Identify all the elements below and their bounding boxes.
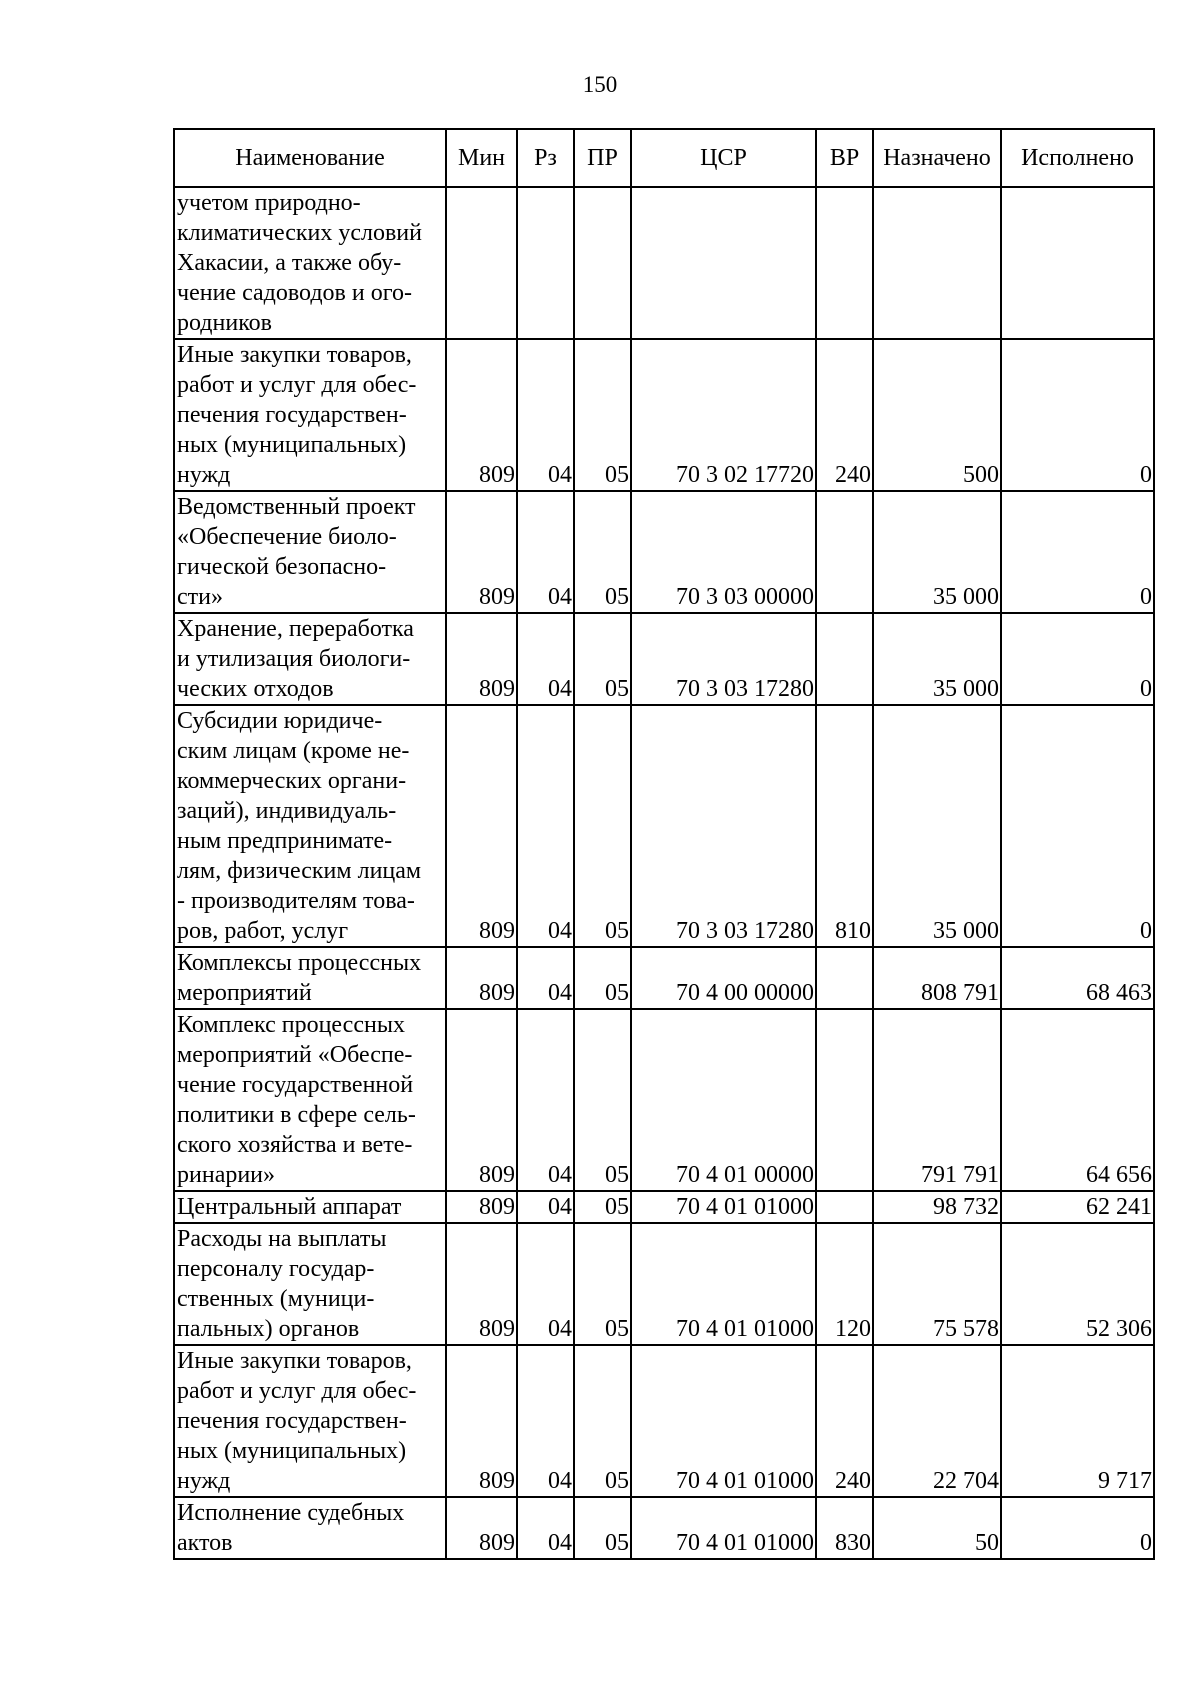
name-line: ров, работ, услуг bbox=[177, 918, 349, 944]
assigned-cell: 791 791 bbox=[873, 1009, 1001, 1191]
assigned-cell: 35 000 bbox=[873, 705, 1001, 947]
name-line: Комплексы процессных bbox=[177, 950, 422, 976]
executed-cell: 64 656 bbox=[1001, 1009, 1154, 1191]
name-line: Иные закупки товаров, bbox=[177, 342, 412, 368]
name-line: ным предпринимате- bbox=[177, 828, 393, 854]
pr-cell: 05 bbox=[574, 947, 631, 1009]
name-line: чение государственной bbox=[177, 1072, 414, 1098]
pr-cell: 05 bbox=[574, 705, 631, 947]
name-line: чение садоводов и ого- bbox=[177, 280, 412, 306]
executed-cell: 0 bbox=[1001, 339, 1154, 491]
name-line: персоналу государ- bbox=[177, 1256, 375, 1282]
name-line: Ведомственный проект bbox=[177, 494, 416, 520]
executed-cell: 52 306 bbox=[1001, 1223, 1154, 1345]
table-row bbox=[174, 1345, 1154, 1497]
assigned-cell: 98 732 bbox=[873, 1191, 1001, 1223]
csr-cell bbox=[631, 187, 816, 339]
rz-cell: 04 bbox=[517, 705, 574, 947]
csr-cell: 70 3 03 00000 bbox=[631, 491, 816, 613]
name-cell bbox=[174, 187, 446, 339]
pr-cell: 05 bbox=[574, 613, 631, 705]
executed-cell: 68 463 bbox=[1001, 947, 1154, 1009]
rz-cell: 04 bbox=[517, 339, 574, 491]
executed-cell: 62 241 bbox=[1001, 1191, 1154, 1223]
pr-cell: 05 bbox=[574, 339, 631, 491]
min-cell: 809 bbox=[446, 1009, 517, 1191]
csr-cell: 70 4 01 01000 bbox=[631, 1191, 816, 1223]
name-line: ческих отходов bbox=[177, 676, 334, 702]
csr-cell: 70 4 00 00000 bbox=[631, 947, 816, 1009]
column-header: Назначено bbox=[873, 129, 1001, 187]
rz-cell: 04 bbox=[517, 613, 574, 705]
pr-cell: 05 bbox=[574, 1009, 631, 1191]
table-row bbox=[174, 1497, 1154, 1559]
column-header: ЦСР bbox=[631, 129, 816, 187]
rz-cell: 04 bbox=[517, 491, 574, 613]
table-header-row bbox=[174, 129, 1154, 187]
min-cell: 809 bbox=[446, 339, 517, 491]
table-row bbox=[174, 705, 1154, 947]
vr-cell: 240 bbox=[816, 1345, 873, 1497]
rz-cell: 04 bbox=[517, 1345, 574, 1497]
name-line: ственных (муници- bbox=[177, 1286, 375, 1312]
rz-cell: 04 bbox=[517, 1009, 574, 1191]
name-line: ринарии» bbox=[177, 1162, 276, 1188]
table-row bbox=[174, 339, 1154, 491]
column-header: ВР bbox=[816, 129, 873, 187]
min-cell: 809 bbox=[446, 491, 517, 613]
name-line: лям, физическим лицам bbox=[177, 858, 422, 884]
table-row bbox=[174, 1223, 1154, 1345]
name-line: ским лицам (кроме не- bbox=[177, 738, 410, 764]
name-line: ных (муниципальных) bbox=[177, 432, 407, 458]
rz-cell bbox=[517, 187, 574, 339]
csr-cell: 70 3 03 17280 bbox=[631, 613, 816, 705]
rz-cell: 04 bbox=[517, 947, 574, 1009]
table-row bbox=[174, 613, 1154, 705]
assigned-cell: 500 bbox=[873, 339, 1001, 491]
executed-cell: 9 717 bbox=[1001, 1345, 1154, 1497]
vr-cell bbox=[816, 1191, 873, 1223]
name-line: Исполнение судебных bbox=[177, 1500, 405, 1526]
assigned-cell: 808 791 bbox=[873, 947, 1001, 1009]
min-cell: 809 bbox=[446, 613, 517, 705]
name-cell bbox=[174, 1345, 446, 1497]
pr-cell: 05 bbox=[574, 1223, 631, 1345]
name-cell bbox=[174, 1191, 446, 1223]
vr-cell: 120 bbox=[816, 1223, 873, 1345]
assigned-cell bbox=[873, 187, 1001, 339]
name-line: нужд bbox=[177, 1468, 231, 1494]
name-cell bbox=[174, 1223, 446, 1345]
name-line: Комплекс процессных bbox=[177, 1012, 405, 1038]
name-line: печения государствен- bbox=[177, 402, 407, 428]
name-cell bbox=[174, 491, 446, 613]
column-header: Исполнено bbox=[1001, 129, 1154, 187]
name-line: Хранение, переработка bbox=[177, 616, 414, 642]
table-row bbox=[174, 1191, 1154, 1223]
executed-cell: 0 bbox=[1001, 491, 1154, 613]
vr-cell: 830 bbox=[816, 1497, 873, 1559]
name-cell bbox=[174, 1009, 446, 1191]
name-line: Иные закупки товаров, bbox=[177, 1348, 412, 1374]
rz-cell: 04 bbox=[517, 1223, 574, 1345]
name-line: учетом природно- bbox=[177, 190, 361, 216]
name-line: мероприятий «Обеспе- bbox=[177, 1042, 413, 1068]
min-cell: 809 bbox=[446, 1345, 517, 1497]
name-line: печения государствен- bbox=[177, 1408, 407, 1434]
executed-cell: 0 bbox=[1001, 705, 1154, 947]
assigned-cell: 75 578 bbox=[873, 1223, 1001, 1345]
name-line: политики в сфере сель- bbox=[177, 1102, 416, 1128]
pr-cell: 05 bbox=[574, 1191, 631, 1223]
name-line: Хакасии, а также обу- bbox=[177, 250, 402, 276]
name-line: нужд bbox=[177, 462, 231, 488]
name-line: Расходы на выплаты bbox=[177, 1226, 387, 1252]
executed-cell bbox=[1001, 187, 1154, 339]
assigned-cell: 50 bbox=[873, 1497, 1001, 1559]
name-cell bbox=[174, 1497, 446, 1559]
vr-cell bbox=[816, 947, 873, 1009]
column-header: Мин bbox=[446, 129, 517, 187]
rz-cell: 04 bbox=[517, 1191, 574, 1223]
assigned-cell: 35 000 bbox=[873, 491, 1001, 613]
name-cell bbox=[174, 947, 446, 1009]
table-body bbox=[174, 187, 1154, 1559]
vr-cell bbox=[816, 491, 873, 613]
name-line: сти» bbox=[177, 584, 223, 610]
column-header: ПР bbox=[574, 129, 631, 187]
min-cell: 809 bbox=[446, 947, 517, 1009]
assigned-cell: 35 000 bbox=[873, 613, 1001, 705]
name-cell bbox=[174, 339, 446, 491]
name-line: Центральный аппарат bbox=[177, 1194, 402, 1220]
name-line: заций), индивидуаль- bbox=[177, 798, 397, 824]
csr-cell: 70 4 01 01000 bbox=[631, 1345, 816, 1497]
min-cell: 809 bbox=[446, 705, 517, 947]
pr-cell bbox=[574, 187, 631, 339]
pr-cell: 05 bbox=[574, 1345, 631, 1497]
name-line: работ и услуг для обес- bbox=[177, 372, 417, 398]
vr-cell bbox=[816, 1009, 873, 1191]
table-row bbox=[174, 491, 1154, 613]
column-header: Наименование bbox=[174, 129, 446, 187]
name-line: пальных) органов bbox=[177, 1316, 360, 1342]
name-line: актов bbox=[177, 1530, 233, 1556]
min-cell: 809 bbox=[446, 1191, 517, 1223]
pr-cell: 05 bbox=[574, 491, 631, 613]
name-line: мероприятий bbox=[177, 980, 312, 1006]
vr-cell: 240 bbox=[816, 339, 873, 491]
rz-cell: 04 bbox=[517, 1497, 574, 1559]
name-line: родников bbox=[177, 310, 272, 336]
assigned-cell: 22 704 bbox=[873, 1345, 1001, 1497]
vr-cell bbox=[816, 613, 873, 705]
csr-cell: 70 3 02 17720 bbox=[631, 339, 816, 491]
csr-cell: 70 4 01 01000 bbox=[631, 1497, 816, 1559]
csr-cell: 70 4 01 01000 bbox=[631, 1223, 816, 1345]
vr-cell bbox=[816, 187, 873, 339]
name-cell bbox=[174, 705, 446, 947]
executed-cell: 0 bbox=[1001, 613, 1154, 705]
name-line: климатических условий bbox=[177, 220, 422, 246]
pr-cell: 05 bbox=[574, 1497, 631, 1559]
min-cell: 809 bbox=[446, 1223, 517, 1345]
name-line: и утилизация биологи- bbox=[177, 646, 411, 672]
table-row bbox=[174, 1009, 1154, 1191]
table-row bbox=[174, 947, 1154, 1009]
name-line: Субсидии юридиче- bbox=[177, 708, 383, 734]
vr-cell: 810 bbox=[816, 705, 873, 947]
name-line: коммерческих органи- bbox=[177, 768, 407, 794]
column-header: Рз bbox=[517, 129, 574, 187]
name-line: - производителям това- bbox=[177, 888, 415, 914]
name-line: работ и услуг для обес- bbox=[177, 1378, 417, 1404]
csr-cell: 70 3 03 17280 bbox=[631, 705, 816, 947]
name-line: ных (муниципальных) bbox=[177, 1438, 407, 1464]
name-line: гической безопасно- bbox=[177, 554, 387, 580]
budget-table bbox=[173, 128, 1155, 1560]
name-line: «Обеспечение биоло- bbox=[177, 524, 397, 550]
executed-cell: 0 bbox=[1001, 1497, 1154, 1559]
name-cell bbox=[174, 613, 446, 705]
csr-cell: 70 4 01 00000 bbox=[631, 1009, 816, 1191]
table-row bbox=[174, 187, 1154, 339]
name-line: ского хозяйства и вете- bbox=[177, 1132, 413, 1158]
min-cell bbox=[446, 187, 517, 339]
page-number: 150 bbox=[582, 72, 618, 97]
min-cell: 809 bbox=[446, 1497, 517, 1559]
